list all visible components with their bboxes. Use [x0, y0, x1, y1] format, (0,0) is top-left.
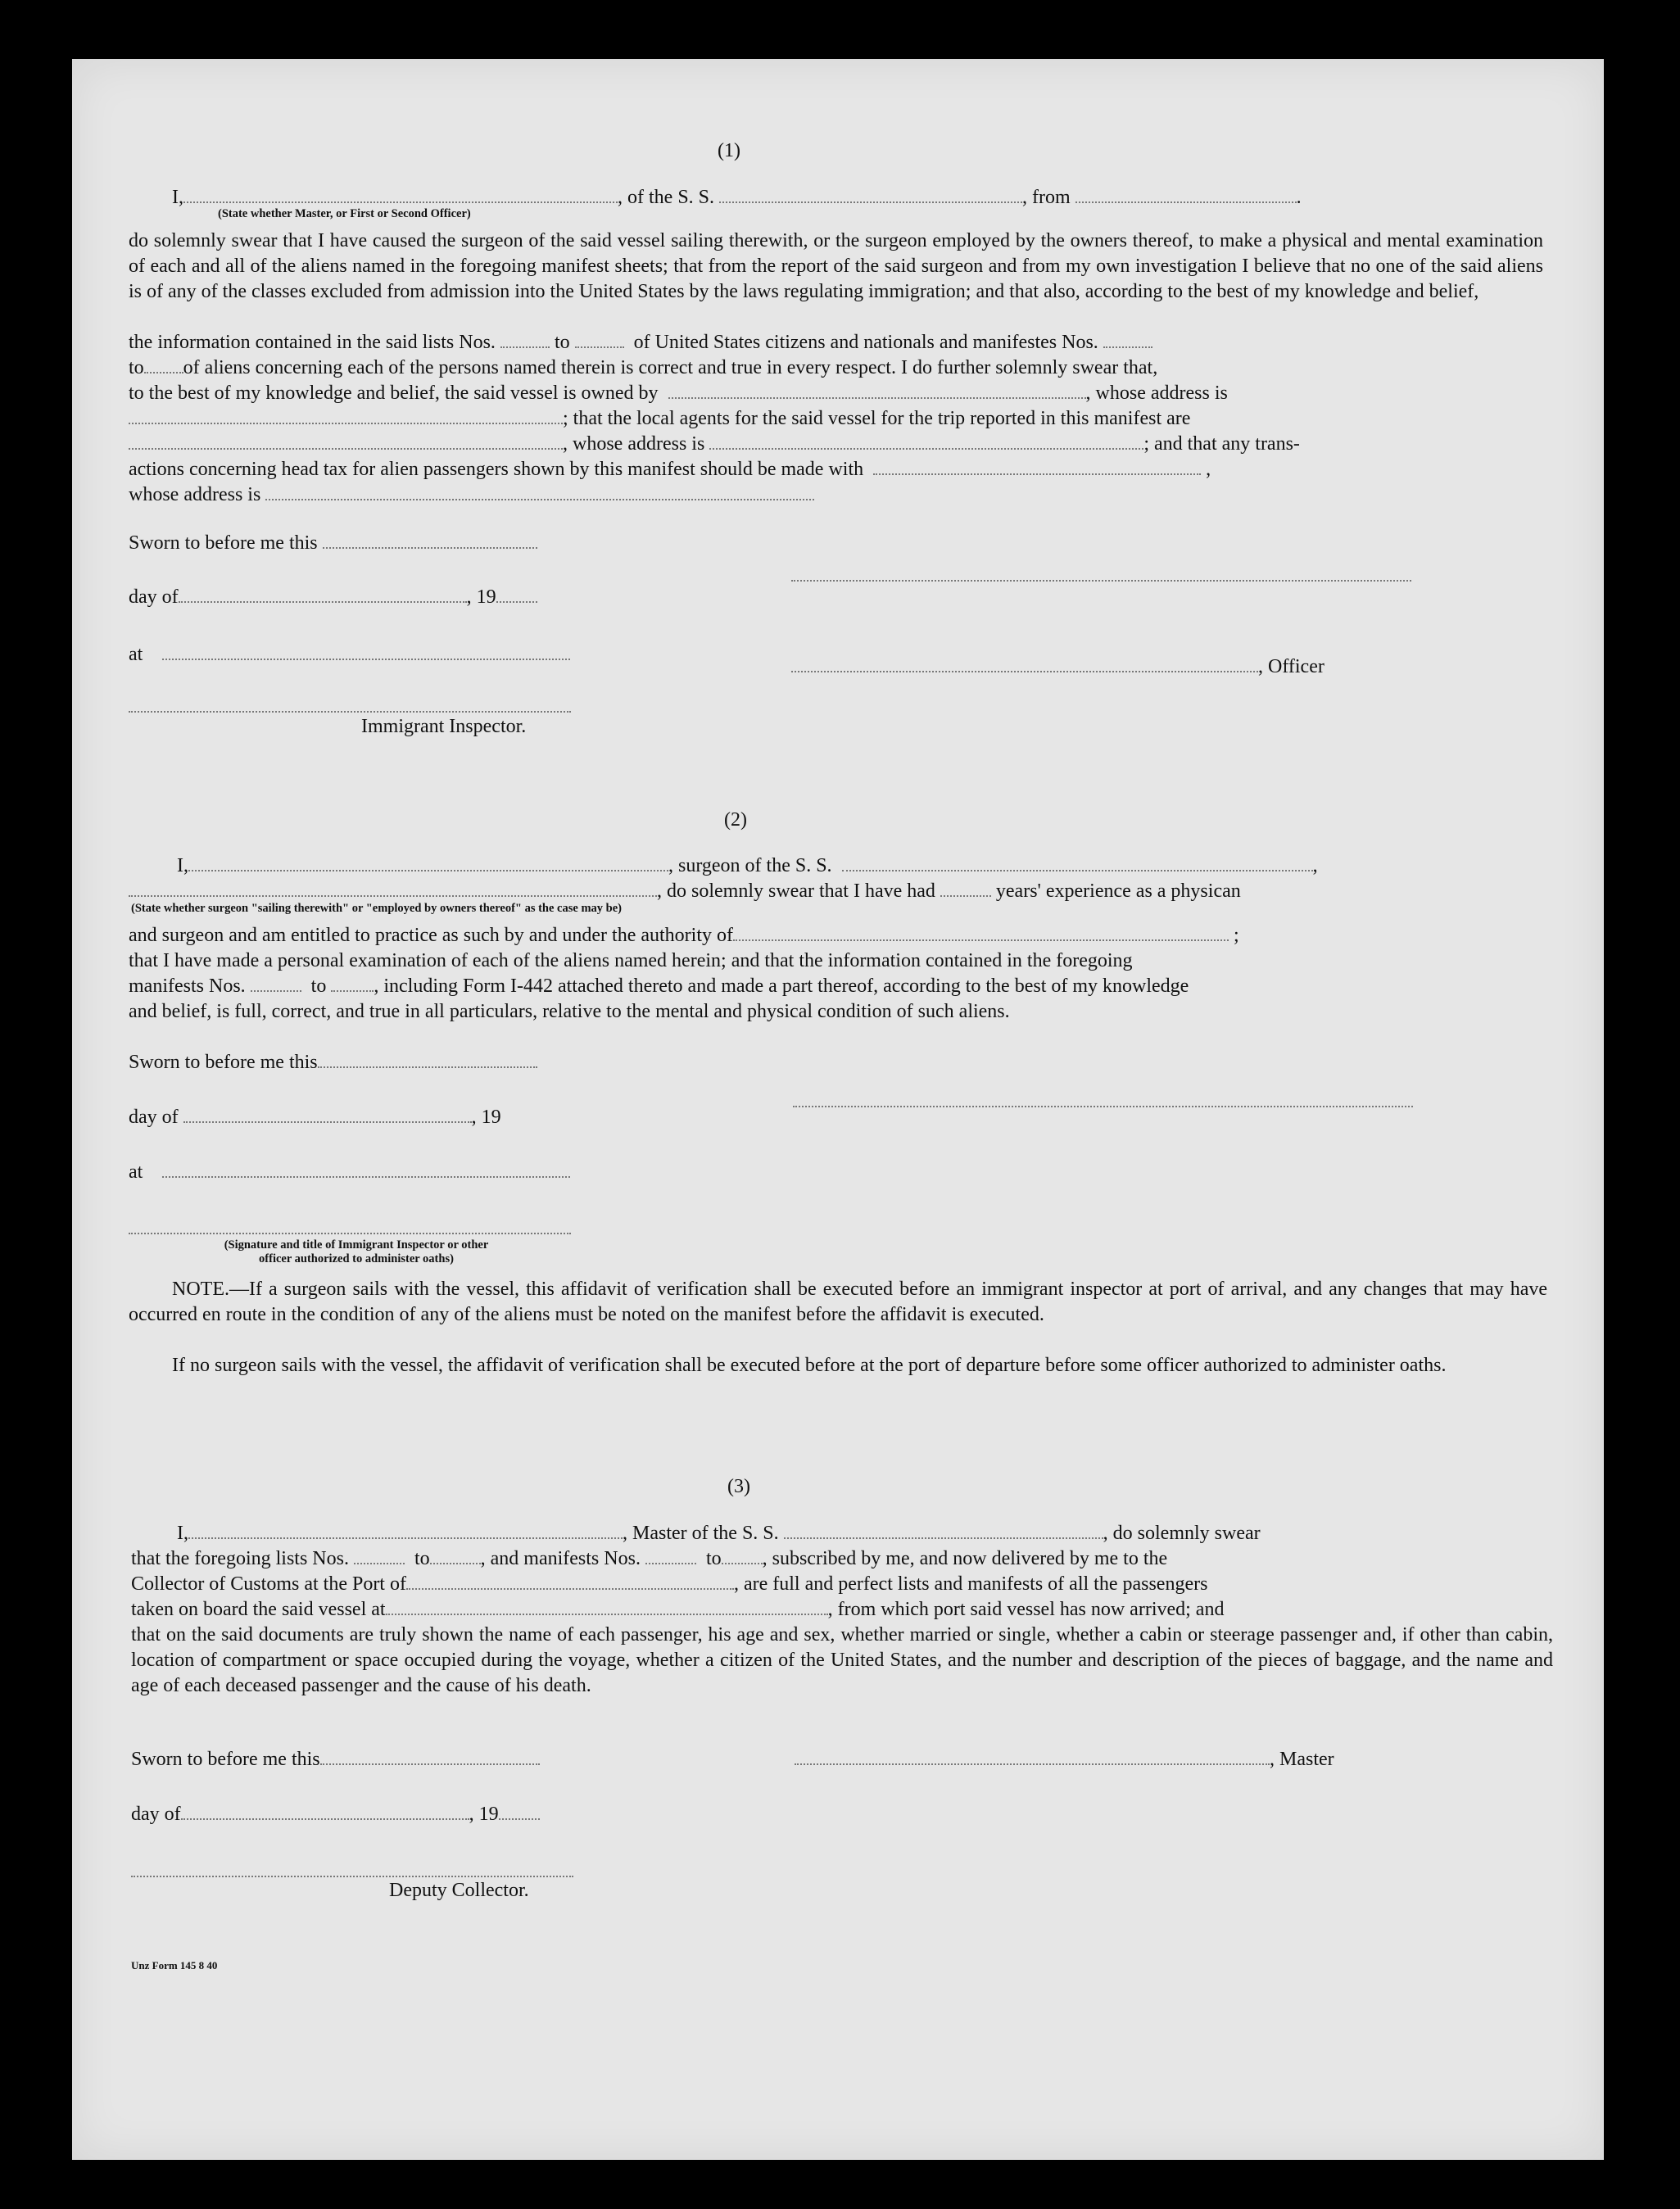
experience-line: , do solemnly swear that I have had years' experience as a physican — [129, 879, 1241, 904]
vessel-name-blank[interactable] — [719, 199, 1022, 203]
collector-label: Deputy Collector. — [389, 1880, 529, 1901]
officer-line: , Officer — [791, 654, 1325, 680]
at-line: at — [129, 1160, 570, 1185]
boarded-port-blank[interactable] — [386, 1611, 828, 1615]
agents-address-blank[interactable] — [709, 446, 1143, 450]
lists-line: that the foregoing lists Nos. to , and manifests Nos. to , subscribed by me, and now delivered by me to the — [131, 1548, 1168, 1569]
sworn-line: Sworn to before me this — [129, 1050, 537, 1075]
signature-caption: (Signature and title of Immigrant Inspector or other officer authorized to administer oaths) — [224, 1238, 489, 1265]
day-month-blank[interactable] — [179, 599, 467, 603]
master-oath-body: that on the said documents are truly shown the name of each passenger, his age and sex, whether married or single, whether a cabin or steerage passenger and, if other than cabin, location of compartment or space occupied during the voyage, whether a citizen of the United States, and the number and description of the pieces of baggage, and the name and age of each deceased passenger and the cause of his death. — [131, 1624, 1553, 1696]
list-from-blank[interactable] — [354, 1560, 405, 1564]
owner-blank[interactable] — [668, 395, 1086, 399]
surgeon-vessel-blank[interactable] — [842, 867, 1313, 871]
surgeon-name-blank[interactable] — [188, 867, 668, 871]
sworn-day-blank[interactable] — [318, 1064, 537, 1068]
officer-blank[interactable] — [183, 199, 618, 203]
authority-blank[interactable] — [733, 937, 1229, 941]
oath-line: I, , of the S. S. , from . — [172, 187, 1302, 208]
list-to-blank[interactable] — [430, 1560, 481, 1564]
sworn-line: Sworn to before me this — [131, 1747, 540, 1772]
manifest-from-blank[interactable] — [645, 1560, 696, 1564]
master-line: I, , Master of the S. S. , do solemnly swear — [177, 1523, 1261, 1544]
note-paragraph: NOTE.—If a surgeon sails with the vessel, this affidavit of verification shall be executed before an immigrant inspector at port of arrival, and any changes that may have occurred en route in the condition of any of the aliens must be noted on the manifest before the affidavit is executed. — [129, 1279, 1547, 1325]
day-month-blank[interactable] — [181, 1816, 469, 1820]
head-tax-blank[interactable] — [873, 471, 1201, 475]
master-name-blank[interactable] — [188, 1535, 623, 1539]
year-blank[interactable] — [496, 599, 537, 603]
section-number: (2) — [724, 809, 747, 831]
year-blank[interactable] — [499, 1816, 540, 1820]
sworn-line: Sworn to before me this — [129, 531, 537, 556]
years-blank[interactable] — [940, 893, 991, 897]
master-vessel-blank[interactable] — [784, 1535, 1103, 1539]
owner-address-blank[interactable] — [129, 420, 563, 424]
belief-line: and belief, is full, correct, and true in all particulars, relative to the mental and physical condition of such aliens. — [129, 1001, 1010, 1022]
signature-blank[interactable] — [791, 580, 1411, 582]
sworn-day-blank[interactable] — [323, 545, 537, 549]
oath-body: do solemnly swear that I have caused the surgeon of the said vessel sailing therewith, or the surgeon employed by the owners thereof, to make a physical and mental examination of each and all of the aliens named in the foregoing manifest sheets; that from the report of the said surgeon and from my own investigation I believe that no one of the said aliens is of any of the classes excluded from admission into the United States by the laws regulating immigration; and that also, according to the best of my knowledge and belief, — [129, 230, 1543, 302]
sworn-day-blank[interactable] — [320, 1761, 540, 1765]
section-number: (3) — [727, 1476, 750, 1497]
collector-line: Collector of Customs at the Port of , are full and perfect lists and manifests of all the passengers — [131, 1573, 1208, 1595]
field-hint: (State whether surgeon "sailing therewith" or "employed by owners thereof" as the case may be) — [131, 902, 622, 915]
examination-line: that I have made a personal examination of each of the aliens named herein; and that the information contained in the foregoing — [129, 950, 1133, 971]
lists-line: the information contained in the said lists Nos. to of United States citizens and nationals and manifestes Nos. — [129, 330, 1152, 355]
manifest-from-blank[interactable] — [251, 988, 301, 992]
form-sheet — [72, 59, 1604, 2160]
at-place-blank[interactable] — [162, 656, 570, 660]
surgeon-status-blank[interactable] — [129, 893, 657, 897]
at-place-blank[interactable] — [162, 1174, 570, 1178]
agents-blank[interactable] — [129, 446, 563, 450]
surgeon-line: I, , surgeon of the S. S. , — [177, 855, 1318, 876]
list-to-blank[interactable] — [575, 344, 624, 348]
port-blank[interactable] — [406, 1586, 734, 1590]
manifest-from-blank[interactable] — [1103, 344, 1152, 348]
at-line: at — [129, 642, 570, 668]
manifests-line: manifests Nos. to , including Form I-442 attached thereto and made a part thereof, according to the best of my knowledge — [129, 975, 1189, 997]
day-line: day of , 19 — [131, 1802, 540, 1827]
manifest-to-blank[interactable] — [331, 988, 374, 992]
authority-line: and surgeon and am entitled to practice as such by and under the authority of ; — [129, 925, 1239, 946]
agents-line: ; that the local agents for the said vessel for the trip reported in this manifest are — [129, 406, 1190, 432]
collector-signature-blank[interactable] — [131, 1876, 573, 1877]
from-port-blank[interactable] — [1075, 199, 1297, 203]
owner-line: to the best of my knowledge and belief, the said vessel is owned by , whose address is — [129, 383, 1228, 404]
inspector-signature-blank[interactable] — [129, 711, 571, 713]
agents-address-line: , whose address is ; and that any trans- — [129, 432, 1300, 457]
manifest-to-blank[interactable] — [722, 1560, 763, 1564]
officer-signature-blank[interactable] — [791, 668, 1258, 672]
inspector-signature-blank[interactable] — [129, 1233, 571, 1234]
day-month-blank[interactable] — [183, 1119, 472, 1123]
head-tax-address-blank[interactable] — [265, 496, 814, 500]
master-signature-line: , Master — [795, 1747, 1334, 1772]
day-line: day of , 19 — [129, 585, 537, 610]
boarded-line: taken on board the said vessel at , from which port said vessel has now arrived; and — [131, 1599, 1225, 1620]
manifest-to-blank[interactable] — [144, 369, 183, 373]
section-number: (1) — [718, 140, 740, 161]
inspector-label: Immigrant Inspector. — [361, 716, 527, 737]
form-number: Unz Form 145 8 40 — [131, 1959, 218, 1971]
list-from-blank[interactable] — [500, 344, 550, 348]
aliens-line: to of aliens concerning each of the persons named therein is correct and true in every respect. I do further solemnly swear that, — [129, 357, 1158, 378]
field-hint: (State whether Master, or First or Second Officer) — [218, 207, 471, 220]
note-paragraph: If no surgeon sails with the vessel, the affidavit of verification shall be executed before at the port of departure before some officer authorized to administer oaths. — [172, 1355, 1447, 1376]
master-signature-blank[interactable] — [795, 1761, 1270, 1765]
surgeon-signature-blank[interactable] — [793, 1106, 1413, 1107]
head-tax-address-line: whose address is — [129, 482, 814, 508]
day-line: day of , 19 — [129, 1107, 501, 1128]
head-tax-line: actions concerning head tax for alien passengers shown by this manifest should be made with , — [129, 459, 1211, 480]
